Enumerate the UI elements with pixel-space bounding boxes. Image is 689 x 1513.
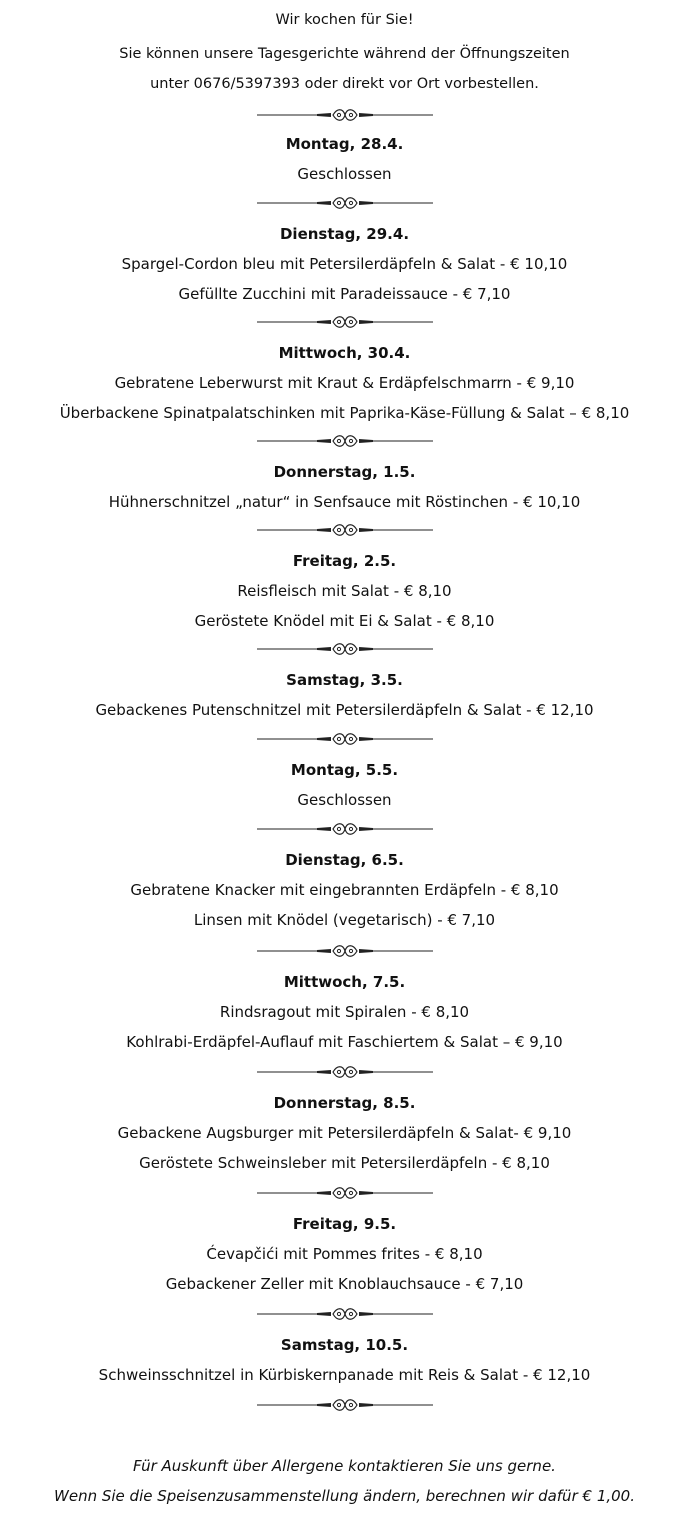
dish-item: Gebratene Knacker mit eingebrannten Erdäpfeln - € 8,10 [130,881,559,899]
dish-item: Gebackenes Putenschnitzel mit Petersilerdäpfeln & Salat - € 12,10 [95,701,594,719]
ornamental-divider-icon [0,1306,689,1322]
dish-item: Gebratene Leberwurst mit Kraut & Erdäpfelschmarrn - € 9,10 [114,374,575,392]
dish-item: Hühnerschnitzel „natur“ in Senfsauce mit Röstinchen - € 10,10 [108,493,581,511]
day-heading: Montag, 28.4. [285,135,404,153]
day-heading: Freitag, 2.5. [292,552,397,570]
dish-item: Rindsragout mit Spiralen - € 8,10 [219,1003,470,1021]
ornamental-divider-icon [0,943,689,959]
ornamental-divider-icon [0,195,689,211]
dish-item: Spargel-Cordon bleu mit Petersilerdäpfeln & Salat - € 10,10 [121,255,568,273]
intro-heading: Wir kochen für Sie! [275,12,414,28]
day-heading: Dienstag, 29.4. [279,225,410,243]
day-heading: Montag, 5.5. [290,761,399,779]
dish-item: Geröstete Schweinsleber mit Petersilerdäpfeln - € 8,10 [139,1154,550,1172]
dish-item: Reisfleisch mit Salat - € 8,10 [237,582,452,600]
day-heading: Mittwoch, 7.5. [283,973,406,991]
day-heading: Samstag, 3.5. [286,671,403,689]
dish-item: Geschlossen [297,165,392,183]
ornamental-divider-icon [0,314,689,330]
dish-item: Kohlrabi-Erdäpfel-Auflauf mit Faschiertem & Salat – € 9,10 [126,1033,563,1051]
dish-item: Geschlossen [297,791,392,809]
day-heading: Donnerstag, 8.5. [273,1094,416,1112]
ornamental-divider-icon [0,1397,689,1413]
day-heading: Freitag, 9.5. [292,1215,397,1233]
dish-item: Überbackene Spinatpalatschinken mit Paprika-Käse-Füllung & Salat – € 8,10 [59,404,630,422]
allergen-note: Für Auskunft über Allergene kontaktieren Sie uns gerne. [133,1457,556,1475]
ornamental-divider-icon [0,641,689,657]
ornamental-divider-icon [0,107,689,123]
day-heading: Mittwoch, 30.4. [278,344,411,362]
dish-item: Gefüllte Zucchini mit Paradeissauce - € 7,10 [178,285,511,303]
day-heading: Samstag, 10.5. [280,1336,409,1354]
ornamental-divider-icon [0,1185,689,1201]
dish-item: Linsen mit Knödel (vegetarisch) - € 7,10 [193,911,496,929]
ornamental-divider-icon [0,731,689,747]
day-heading: Donnerstag, 1.5. [273,463,416,481]
dish-item: Schweinsschnitzel in Kürbiskernpanade mit Reis & Salat - € 12,10 [98,1366,591,1384]
day-heading: Dienstag, 6.5. [285,851,404,869]
ornamental-divider-icon [0,433,689,449]
dish-item: Geröstete Knödel mit Ei & Salat - € 8,10 [194,612,495,630]
ornamental-divider-icon [0,821,689,837]
intro-text-line-1: Sie können unsere Tagesgerichte während der Öffnungszeiten [119,46,570,62]
intro-text-line-2: unter 0676/5397393 oder direkt vor Ort vorbestellen. [150,76,539,92]
dish-item: Ćevapčići mit Pommes frites - € 8,10 [206,1245,483,1263]
surcharge-note: Wenn Sie die Speisenzusammenstellung ändern, berechnen wir dafür € 1,00. [54,1487,635,1505]
ornamental-divider-icon [0,1064,689,1080]
dish-item: Gebackener Zeller mit Knoblauchsauce - € 7,10 [165,1275,524,1293]
dish-item: Gebackene Augsburger mit Petersilerdäpfeln & Salat- € 9,10 [117,1124,572,1142]
ornamental-divider-icon [0,522,689,538]
